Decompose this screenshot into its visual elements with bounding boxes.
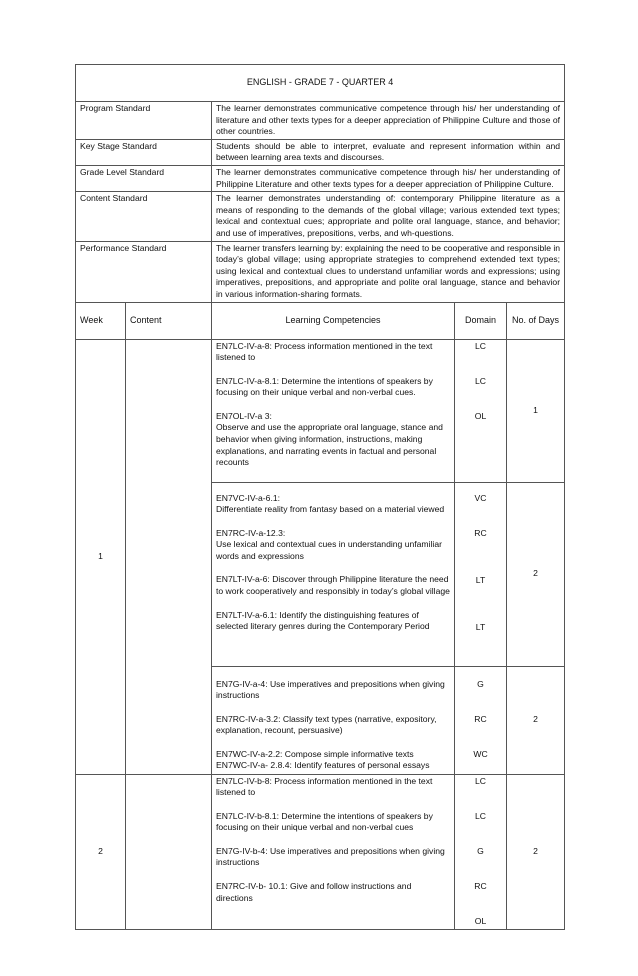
competency-item: EN7G-IV-b-4: Use imperatives and prepositions when giving instructions [216, 845, 445, 868]
standard-label: Content Standard [76, 192, 212, 241]
domain-code: WC [473, 748, 488, 759]
days-cell: 2 [507, 774, 565, 929]
standard-label: Grade Level Standard [76, 165, 212, 191]
competency-group-row [76, 339, 565, 482]
competency-item: EN7LT-IV-a-6.1: Identify the distinguishing features of selected literary genres during the Contemporary Period [216, 609, 430, 632]
domain-cell [455, 339, 507, 482]
days-cell: 1 [507, 339, 565, 482]
days-cell: 2 [507, 666, 565, 774]
content-cell [126, 339, 212, 774]
header-competencies: Learning Competencies [212, 302, 455, 339]
competency-item: EN7RC-IV-b- 10.1: Give and follow instructions and directions [216, 881, 412, 903]
competencies-cell [212, 774, 455, 929]
competency-description: Use lexical and contextual cues in understanding unfamiliar words and expressions [216, 539, 442, 561]
domain-code: LC [475, 340, 486, 351]
header-days: No. of Days [507, 302, 565, 339]
competency-description: Observe and use the appropriate oral language, stance and behavior when giving information, instructions, making explanations, and narrating events in factual and personal recounts [216, 422, 443, 468]
competency-description: Differentiate reality from fantasy based on a material viewed [216, 504, 445, 515]
domain-code: G [477, 678, 484, 689]
competency-item [216, 493, 450, 516]
competency-item [216, 749, 450, 772]
domain-code: LC [475, 810, 486, 821]
domain-code: VC [474, 492, 487, 503]
competency-code: EN7OL-IV-a 3: [216, 410, 272, 421]
domain-code: RC [474, 713, 487, 724]
domain-code: OL [474, 915, 487, 926]
standard-label: Key Stage Standard [76, 139, 212, 165]
curriculum-guide-page [75, 64, 563, 930]
days-cell: 2 [507, 482, 565, 666]
domain-code: LC [475, 375, 486, 386]
domain-code: OL [474, 410, 487, 421]
header-week: Week [76, 302, 126, 339]
week-number: 1 [76, 339, 126, 774]
standard-row [76, 192, 565, 241]
domain-cell [455, 774, 507, 929]
content-cell [126, 774, 212, 929]
competency-item: EN7LC-IV-a-8: Process information mentioned in the text listened to [216, 340, 433, 363]
competency-item [216, 411, 450, 469]
title-row [76, 65, 565, 102]
competency-item: EN7RC-IV-a-3.2: Classify text types (narrative, expository, explanation, recount, persuasive) [216, 713, 437, 736]
standard-text: Students should be able to interpret, evaluate and represent information within and between learning area texts and discourses. [212, 139, 565, 165]
competency-item: EN7LC-IV-b-8.1: Determine the intentions of speakers by focusing on their unique verbal and non-verbal cues [216, 810, 433, 833]
standard-row [76, 139, 565, 165]
domain-code: RC [474, 527, 487, 538]
competency-item: EN7LC-IV-b-8: Process information mentioned in the text listened to [216, 775, 433, 798]
domain-code: LT [475, 574, 486, 585]
standard-label: Program Standard [76, 102, 212, 140]
competency-group-row [76, 774, 565, 929]
header-domain: Domain [455, 302, 507, 339]
domain-cell [455, 666, 507, 774]
competency-code: EN7RC-IV-a-12.3: [216, 527, 286, 538]
document-title: ENGLISH - GRADE 7 - QUARTER 4 [76, 65, 565, 102]
competency-code: EN7VC-IV-a-6.1: [216, 492, 280, 503]
competencies-cell [212, 339, 455, 482]
curriculum-table [75, 64, 565, 930]
standard-row [76, 165, 565, 191]
domain-code: LT [475, 621, 486, 632]
standard-text: The learner demonstrates communicative competence through his/ her understanding of Philippine Literature and other texts types for a deeper appreciation of Philippine Culture. [212, 165, 565, 191]
standard-text: The learner transfers learning by: explaining the need to be cooperative and responsible in today’s global village; using appropriate strategies to comprehend extended text types; using lexical and contextual clues to understand unfamiliar words and expressions; using imperatives, prepositions, and appropriate and polite oral language, stance and behavior in various information-sharing formats. [212, 241, 565, 302]
competency-code: EN7WC-IV-a-2.2: Compose simple informative texts [216, 748, 414, 759]
standard-text: The learner demonstrates communicative competence through his/ her understanding of literature and other texts types for a deeper appreciation of Philippine Culture and those of other countries. [212, 102, 565, 140]
standard-text: The learner demonstrates understanding of: contemporary Philippine literature as a means of responding to the demands of the global village; various extended text types; lexical and contextual cues; appropriate and polite oral language, stance, and behavior; and use of imperatives, prepositions, verbs, and wh-questions. [212, 192, 565, 241]
competency-item: EN7G-IV-a-4: Use imperatives and prepositions when giving instructions [216, 678, 445, 701]
competency-item: EN7LT-IV-a-6: Discover through Philippine literature the need to work cooperatively and responsibly in today’s global village [216, 574, 450, 597]
domain-code: LC [475, 775, 486, 786]
week-number: 2 [76, 774, 126, 929]
domain-code: G [477, 845, 484, 856]
competency-item: EN7LC-IV-a-8.1: Determine the intentions of speakers by focusing on their unique verbal and non-verbal cues. [216, 375, 433, 398]
header-content: Content [126, 302, 212, 339]
standard-row [76, 102, 565, 140]
competencies-cell [212, 666, 455, 774]
column-header-row [76, 302, 565, 339]
standard-label: Performance Standard [76, 241, 212, 302]
standard-row [76, 241, 565, 302]
competencies-cell [212, 482, 455, 666]
domain-cell [455, 482, 507, 666]
competency-item [216, 528, 450, 563]
domain-code: RC [474, 880, 487, 891]
competency-description: EN7WC-IV-a- 2.8.4: Identify features of personal essays [216, 760, 430, 771]
